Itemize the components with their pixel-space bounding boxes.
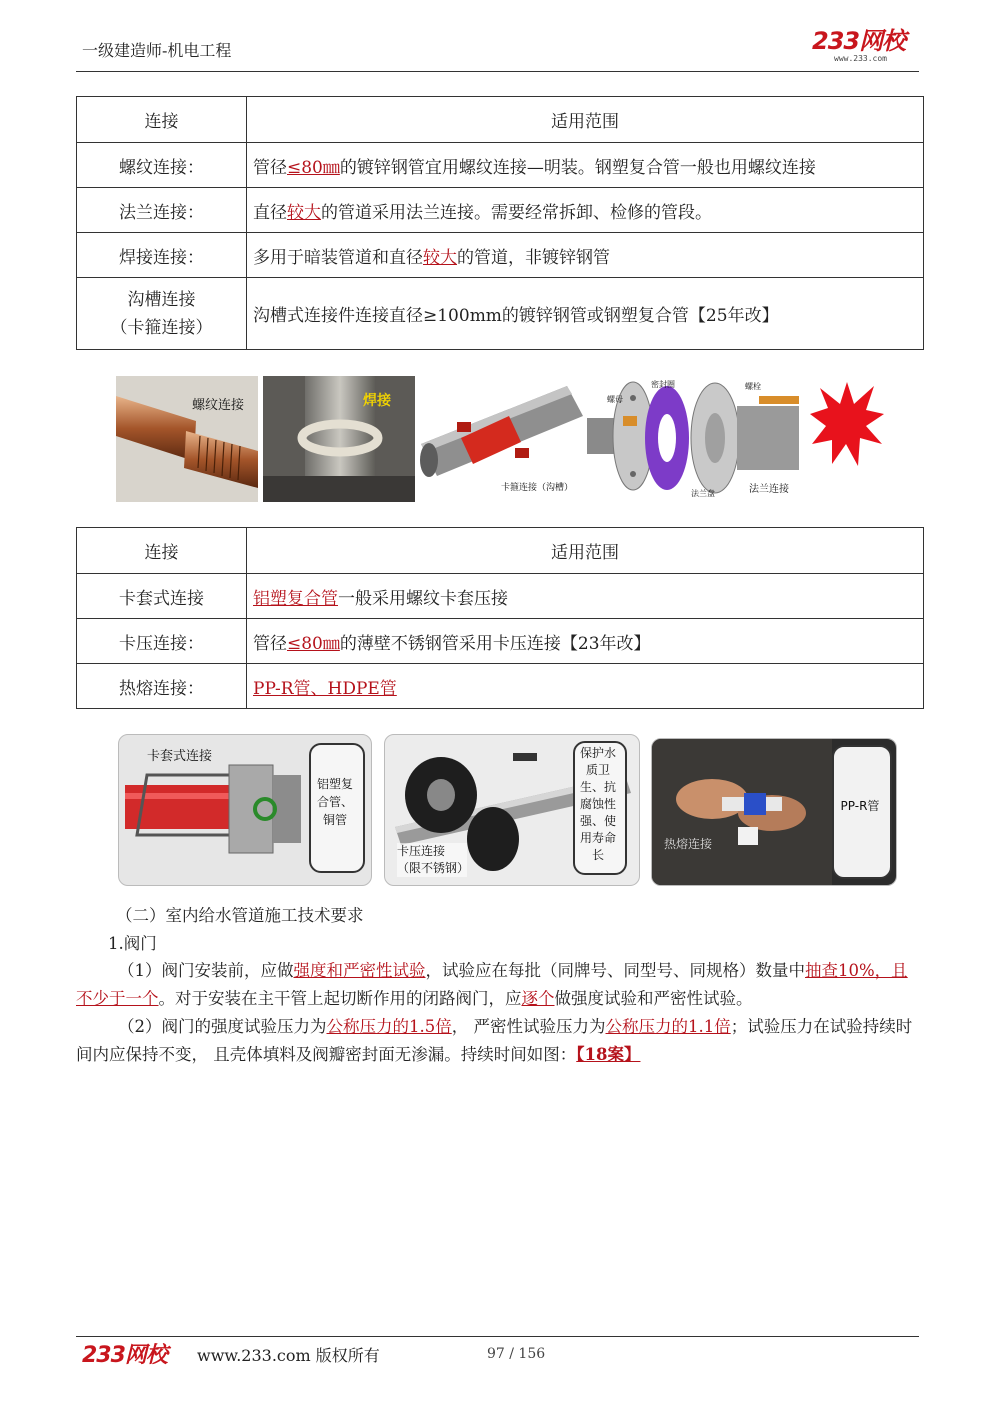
section-heading: （二）室内给水管道施工技术要求 <box>116 906 364 925</box>
burst-star-icon <box>810 380 884 470</box>
table-row: 法兰连接： 直径较大的管道采用法兰连接。需要经常拆卸、检修的管段。 <box>77 188 924 233</box>
footer-copyright: www.233.com 版权所有 <box>197 1346 380 1365</box>
header-divider <box>76 71 919 72</box>
connection-table-1 <box>76 96 924 350</box>
heat-fusion-connection-panel: 热熔连接 PP-R管 <box>651 738 897 886</box>
paragraph-valve-1: （1）阀门安装前，应做强度和严密性试验，试验应在每批（同牌号、同型号、同规格）数量中抽查10%，且不少于一个。对于安装在主干管上起切断作用的闭路阀门，应逐个做强度试验和严密性试验。 <box>76 961 908 1008</box>
col-header-scope: 适用范围 <box>247 97 924 143</box>
table-row: 卡压连接： 管径≤80㎜的薄壁不锈钢管采用卡压连接【23年改】 <box>77 619 924 664</box>
col-header-connection: 连接 <box>77 97 247 143</box>
table-row: 卡套式连接 铝塑复合管一般采用螺纹卡套压接 <box>77 574 924 619</box>
thread-connection-photo: 螺纹连接 <box>116 376 258 502</box>
footer-logo: 233网校 <box>82 1343 167 1368</box>
table-row: 沟槽连接 （卡箍连接） 沟槽式连接件连接直径≥100mm的镀锌钢管或钢塑复合管【25年改】 <box>77 278 924 350</box>
clamp-connection-illustration: 卡箍连接（沟槽） <box>417 376 587 502</box>
connection-table-2: 连接 适用范围 卡套式连接 铝塑复合管一般采用螺纹卡套压接 卡压连接： 管径≤80㎜的薄壁不锈钢管采用卡压连接【23年改】 热熔连接： PP-R管、HDPE管 <box>76 527 924 709</box>
table-row: 螺纹连接： 管径≤80㎜的镀锌钢管宜用螺纹连接—明装。钢塑复合管一般也用螺纹连接 <box>77 143 924 188</box>
header-title: 一级建造师-机电工程 <box>82 41 232 60</box>
paragraph-valve-2: （2）阀门的强度试验压力为公称压力的1.5倍， 严密性试验压力为公称压力的1.1倍；试验压力在试验持续时间内应保持不变， 且壳体填料及阀瓣密封面无渗漏。持续时间如图：【18案】 <box>76 1017 913 1064</box>
footer-divider <box>76 1336 919 1337</box>
press-connection-panel: 卡压连接（限不锈钢） 保护水质卫生、抗腐蚀性强、使用寿命长 <box>384 734 640 886</box>
brand-logo: 233网校 www.233.com <box>812 27 906 63</box>
weld-connection-photo: 焊接 <box>263 376 415 502</box>
table-row: 焊接连接： 多用于暗装管道和直径较大的管道，非镀锌钢管 <box>77 233 924 278</box>
table-row: 热熔连接： PP-R管、HDPE管 <box>77 664 924 709</box>
page-number: 97 / 156 <box>487 1346 546 1362</box>
subsection-heading: 1.阀门 <box>108 934 157 953</box>
ferrule-connection-panel: 卡套式连接 铝塑复合管、铜管 <box>118 734 372 886</box>
flange-connection-illustration: 螺母 密封圈 螺栓 法兰盘 法兰连接 <box>587 376 801 502</box>
